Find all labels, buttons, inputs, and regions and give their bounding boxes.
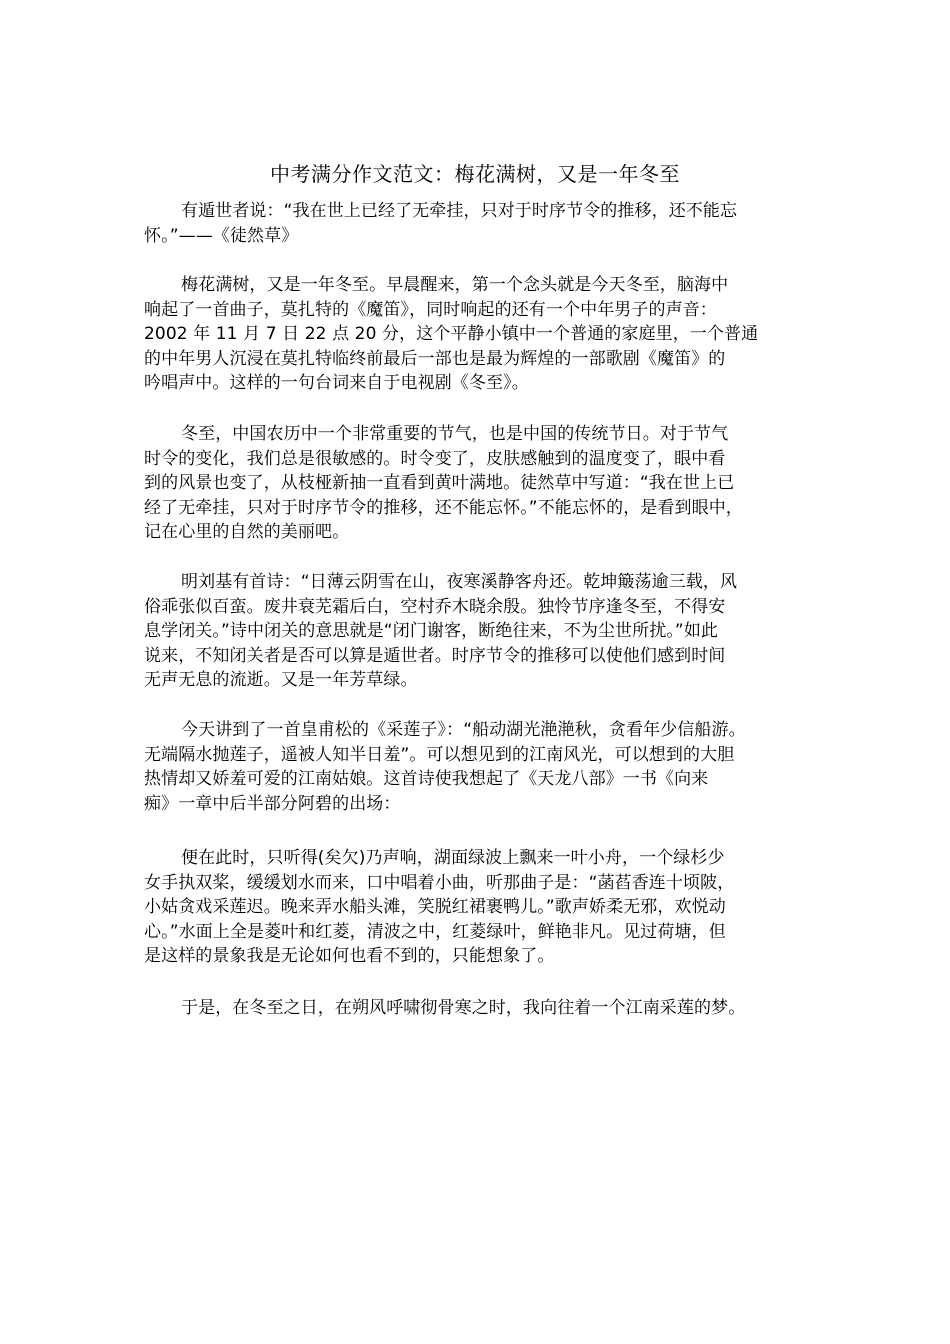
text-line: 明刘基有首诗：“日薄云阴雪在山，夜寒溪静客舟还。乾坤簸荡逾三载，风 — [181, 572, 738, 592]
paragraph-1 — [144, 273, 758, 396]
text-line: 于是，在冬至之日，在朔风呼啸彻骨寒之时，我向往着一个江南采莲的梦。 — [181, 998, 746, 1018]
text-line: 今天讲到了一首皇甫松的《采莲子》：“船动湖光滟滟秋，贪看年少信船游。 — [181, 720, 746, 740]
text-line: 时令的变化，我们总是很敏感的。时令变了，皮肤感触到的温度变了，眼中看 — [144, 448, 726, 469]
text-line: 无声无息的流逝。又是一年芳草绿。 — [144, 670, 418, 690]
text-line: 俗乖张似百蛮。废井衰芜霜后白，空村乔木晓余殷。独怜节序逢冬至，不得安 — [144, 596, 726, 617]
text-line: 响起了一首曲子，莫扎特的《魔笛》，同时响起的还有一个中年男子的声音： — [144, 299, 717, 320]
paragraph-6 — [144, 996, 745, 1021]
text-line: 吟唱声中。这样的一句台词来自于电视剧《冬至》。 — [144, 373, 529, 393]
text-line: 便在此时，只听得(矣欠)乃声响，湖面绿波上飘来一叶小舟，一个绿杉少 — [181, 848, 725, 868]
text-line: 痴》一章中后半部分阿碧的出场： — [144, 793, 401, 814]
paragraph-5 — [144, 846, 734, 969]
document-title: 中考满分作文范文：梅花满树，又是一年冬至 — [270, 162, 680, 186]
text-line: 无端隔水抛莲子，遥被人知半日羞”。可以想见到的江南风光，可以想到的大胆 — [144, 744, 735, 765]
text-line: 热情却又娇羞可爱的江南姑娘。这首诗使我想起了《天龙八部》一书《向来 — [144, 769, 709, 789]
paragraph-epigraph — [144, 199, 737, 248]
text-line: 息学闭关。”诗中闭关的意思就是“闭门谢客，断绝往来，不为尘世所扰。”如此 — [144, 621, 719, 641]
text-line: 2002 年 11 月 7 日 22 点 20 分，这个平静小镇中一个普通的家庭里，一个普通 — [144, 324, 759, 344]
text-line: 梅花满树，又是一年冬至。早晨醒来，第一个念头就是今天冬至，脑海中 — [181, 275, 729, 295]
text-line: 女手执双桨，缓缓划水而来，口中唱着小曲，听那曲子是：“菡萏香连十顷陂， — [144, 872, 735, 893]
text-line: 的中年男人沉浸在莫扎特临终前最后一部也是最为辉煌的一部歌剧《魔笛》的 — [144, 348, 726, 369]
text-line: 经了无牵挂，只对于时序节令的推移，还不能忘怀。”不能忘怀的，是看到眼中， — [144, 497, 743, 518]
text-line: 冬至，中国农历中一个非常重要的节气，也是中国的传统节日。对于节气 — [181, 424, 729, 444]
paragraph-3 — [144, 570, 737, 693]
text-line: 有遁世者说：“我在世上已经了无牵挂，只对于时序节令的推移，还不能忘 — [181, 201, 738, 221]
text-line: 怀。”——《徒然草》 — [144, 225, 299, 246]
text-line: 到的风景也变了，从枝桠新抽一直看到黄叶满地。徒然草中写道：“我在世上已 — [144, 473, 735, 493]
paragraph-2 — [144, 422, 743, 545]
text-line: 心。”水面上全是菱叶和红菱，清波之中，红菱绿叶，鲜艳非凡。见过荷塘，但 — [144, 921, 726, 942]
text-line: 是这样的景象我是无论如何也看不到的，只能想象了。 — [144, 946, 555, 966]
text-line: 说来，不知闭关者是否可以算是遁世者。时序节令的推移可以使他们感到时间 — [144, 645, 726, 666]
text-line: 记在心里的自然的美丽吧。 — [144, 522, 350, 542]
text-line: 小姑贪戏采莲迟。晚来弄水船头滩，笑脱红裙裹鸭儿。”歌声娇柔无邪，欢悦动 — [144, 897, 726, 917]
paragraph-4 — [144, 718, 746, 816]
